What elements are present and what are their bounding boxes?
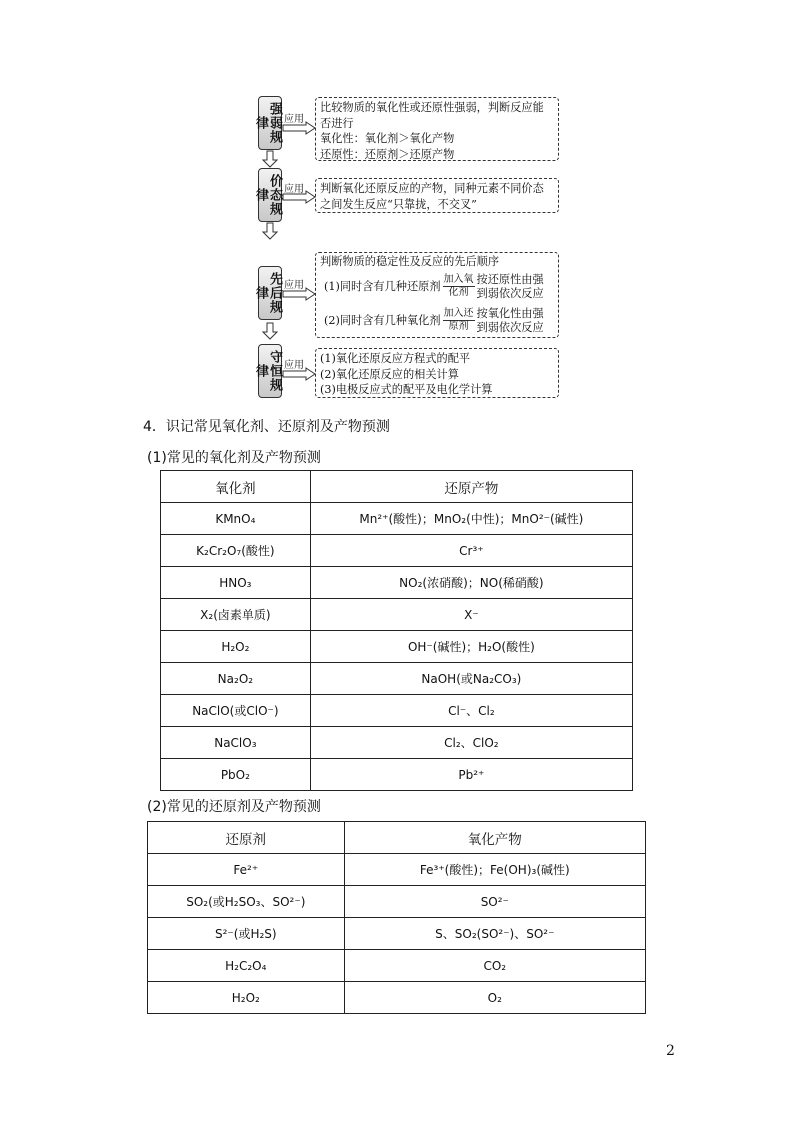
table-cell: NaClO(或ClO⁻): [161, 695, 311, 727]
table-cell: Cl₂、ClO₂: [310, 727, 632, 759]
subsection-1-title: (1)常见的氧化剂及产物预测: [147, 450, 321, 466]
section-4-title: 4．识记常见氧化剂、还原剂及产物预测: [143, 419, 390, 435]
arrow-condition: [443, 308, 475, 333]
oxidant-table: [160, 470, 633, 791]
table-cell: PbO₂: [161, 759, 311, 791]
table-header-row: [148, 822, 646, 854]
box-line: 之间发生反应“只靠拢，不交叉”: [320, 197, 477, 211]
table-row: [161, 535, 633, 567]
box-line: 判断物质的稳定性及反应的先后顺序: [320, 255, 500, 268]
table-cell: O₂: [344, 982, 645, 1014]
table-cell: HNO₃: [161, 567, 311, 599]
right-arrow-icon: [282, 121, 316, 135]
row-pre: (2)同时含有几种氧化剂: [324, 313, 441, 327]
apply-label: 应用: [284, 280, 304, 291]
order-row-2: [320, 304, 554, 338]
box-line: 比较物质的氧化性或还原性强弱，判断反应能: [320, 101, 544, 114]
table-row: [161, 663, 633, 695]
right-arrow-icon: [282, 367, 316, 381]
table-row: [148, 886, 646, 918]
box-line: (1)氧化还原反应方程式的配平: [320, 352, 471, 365]
table-cell: Na₂O₂: [161, 663, 311, 695]
row-post: [477, 307, 544, 335]
row-post-1: 按还原性由强: [476, 272, 544, 286]
box-line: 否进行: [320, 116, 354, 130]
page-number: 2: [666, 1043, 675, 1059]
table-row: [148, 918, 646, 950]
table-row: [161, 727, 633, 759]
table-cell: Mn²⁺(酸性)；MnO₂(中性)；MnO²⁻(碱性): [310, 503, 632, 535]
table-cell: X₂(卤素单质): [161, 599, 311, 631]
table-cell: H₂C₂O₄: [148, 950, 345, 982]
table-header: 还原剂: [148, 822, 345, 854]
table-cell: SO²⁻: [344, 886, 645, 918]
table-row: [161, 759, 633, 791]
table-cell: Cl⁻、Cl₂: [310, 695, 632, 727]
table-row: [161, 631, 633, 663]
table-row: [161, 695, 633, 727]
right-arrow-icon: [282, 287, 316, 301]
reductant-table: [147, 821, 646, 1014]
table-header-row: [161, 471, 633, 503]
condition-bottom: 化剂: [448, 287, 469, 298]
table-cell: CO₂: [344, 950, 645, 982]
table-cell: K₂Cr₂O₇(酸性): [161, 535, 311, 567]
table-header: 还原产物: [310, 471, 632, 503]
rule-valence: 价态规律: [258, 168, 282, 222]
row-post-1: 按氧化性由强: [476, 306, 544, 320]
table-cell: Cr³⁺: [310, 535, 632, 567]
condition-top: 加入氧: [443, 274, 474, 285]
box-line: (2)氧化还原反应的相关计算: [320, 367, 459, 381]
table-cell: Fe³⁺(酸性)；Fe(OH)₃(碱性): [344, 854, 645, 886]
subsection-2-title: (2)常见的还原剂及产物预测: [147, 799, 321, 815]
table-cell: NaClO₃: [161, 727, 311, 759]
table-cell: S²⁻(或H₂S): [148, 918, 345, 950]
table-row: [148, 854, 646, 886]
apply-label: 应用: [284, 360, 304, 371]
row-post-2: 到弱依次反应: [476, 286, 544, 300]
rule-order: 先后规律: [258, 266, 282, 320]
table-cell: H₂O₂: [161, 631, 311, 663]
rule-valence-box: [315, 178, 559, 213]
condition-bottom: 原剂: [448, 321, 469, 332]
table-header: 氧化产物: [344, 822, 645, 854]
table-row: [148, 982, 646, 1014]
table-cell: KMnO₄: [161, 503, 311, 535]
table-cell: H₂O₂: [148, 982, 345, 1014]
table-cell: Fe²⁺: [148, 854, 345, 886]
table-cell: NO₂(浓硝酸)；NO(稀硝酸): [310, 567, 632, 599]
down-arrow-icon: [262, 150, 278, 168]
row-post-2: 到弱依次反应: [476, 320, 544, 334]
table-cell: NaOH(或Na₂CO₃): [310, 663, 632, 695]
table-cell: Pb²⁺: [310, 759, 632, 791]
table-cell: X⁻: [310, 599, 632, 631]
arrow-condition: [443, 274, 475, 299]
down-arrow-icon: [262, 222, 278, 240]
table-cell: S、SO₂(SO²⁻)、SO²⁻: [344, 918, 645, 950]
table-row: [161, 599, 633, 631]
table-cell: SO₂(或H₂SO₃、SO²⁻): [148, 886, 345, 918]
rule-strength: 强弱规律: [258, 96, 282, 150]
box-line: 判断氧化还原反应的产物，同种元素不同价态: [320, 182, 544, 195]
right-arrow-icon: [282, 190, 316, 204]
apply-label: 应用: [284, 184, 304, 195]
rule-strength-box: [315, 97, 559, 161]
rule-conservation-box: [315, 348, 559, 398]
box-line: 氧化性：氧化剂＞氧化产物: [320, 132, 455, 145]
box-line: 还原性：还原剂＞还原产物: [320, 147, 455, 161]
table-row: [161, 503, 633, 535]
apply-label: 应用: [284, 114, 304, 125]
rule-conservation: 守恒规律: [258, 344, 282, 398]
rule-order-box: [315, 252, 559, 338]
box-line: (3)电极反应式的配平及电化学计算: [320, 383, 493, 396]
table-header: 氧化剂: [161, 471, 311, 503]
order-row-1: [320, 270, 554, 304]
row-pre: (1)同时含有几种还原剂: [324, 279, 441, 293]
table-row: [148, 950, 646, 982]
table-cell: OH⁻(碱性)；H₂O(酸性): [310, 631, 632, 663]
condition-top: 加入还: [443, 308, 474, 319]
down-arrow-icon: [262, 322, 278, 340]
table-row: [161, 567, 633, 599]
row-post: [477, 273, 544, 301]
